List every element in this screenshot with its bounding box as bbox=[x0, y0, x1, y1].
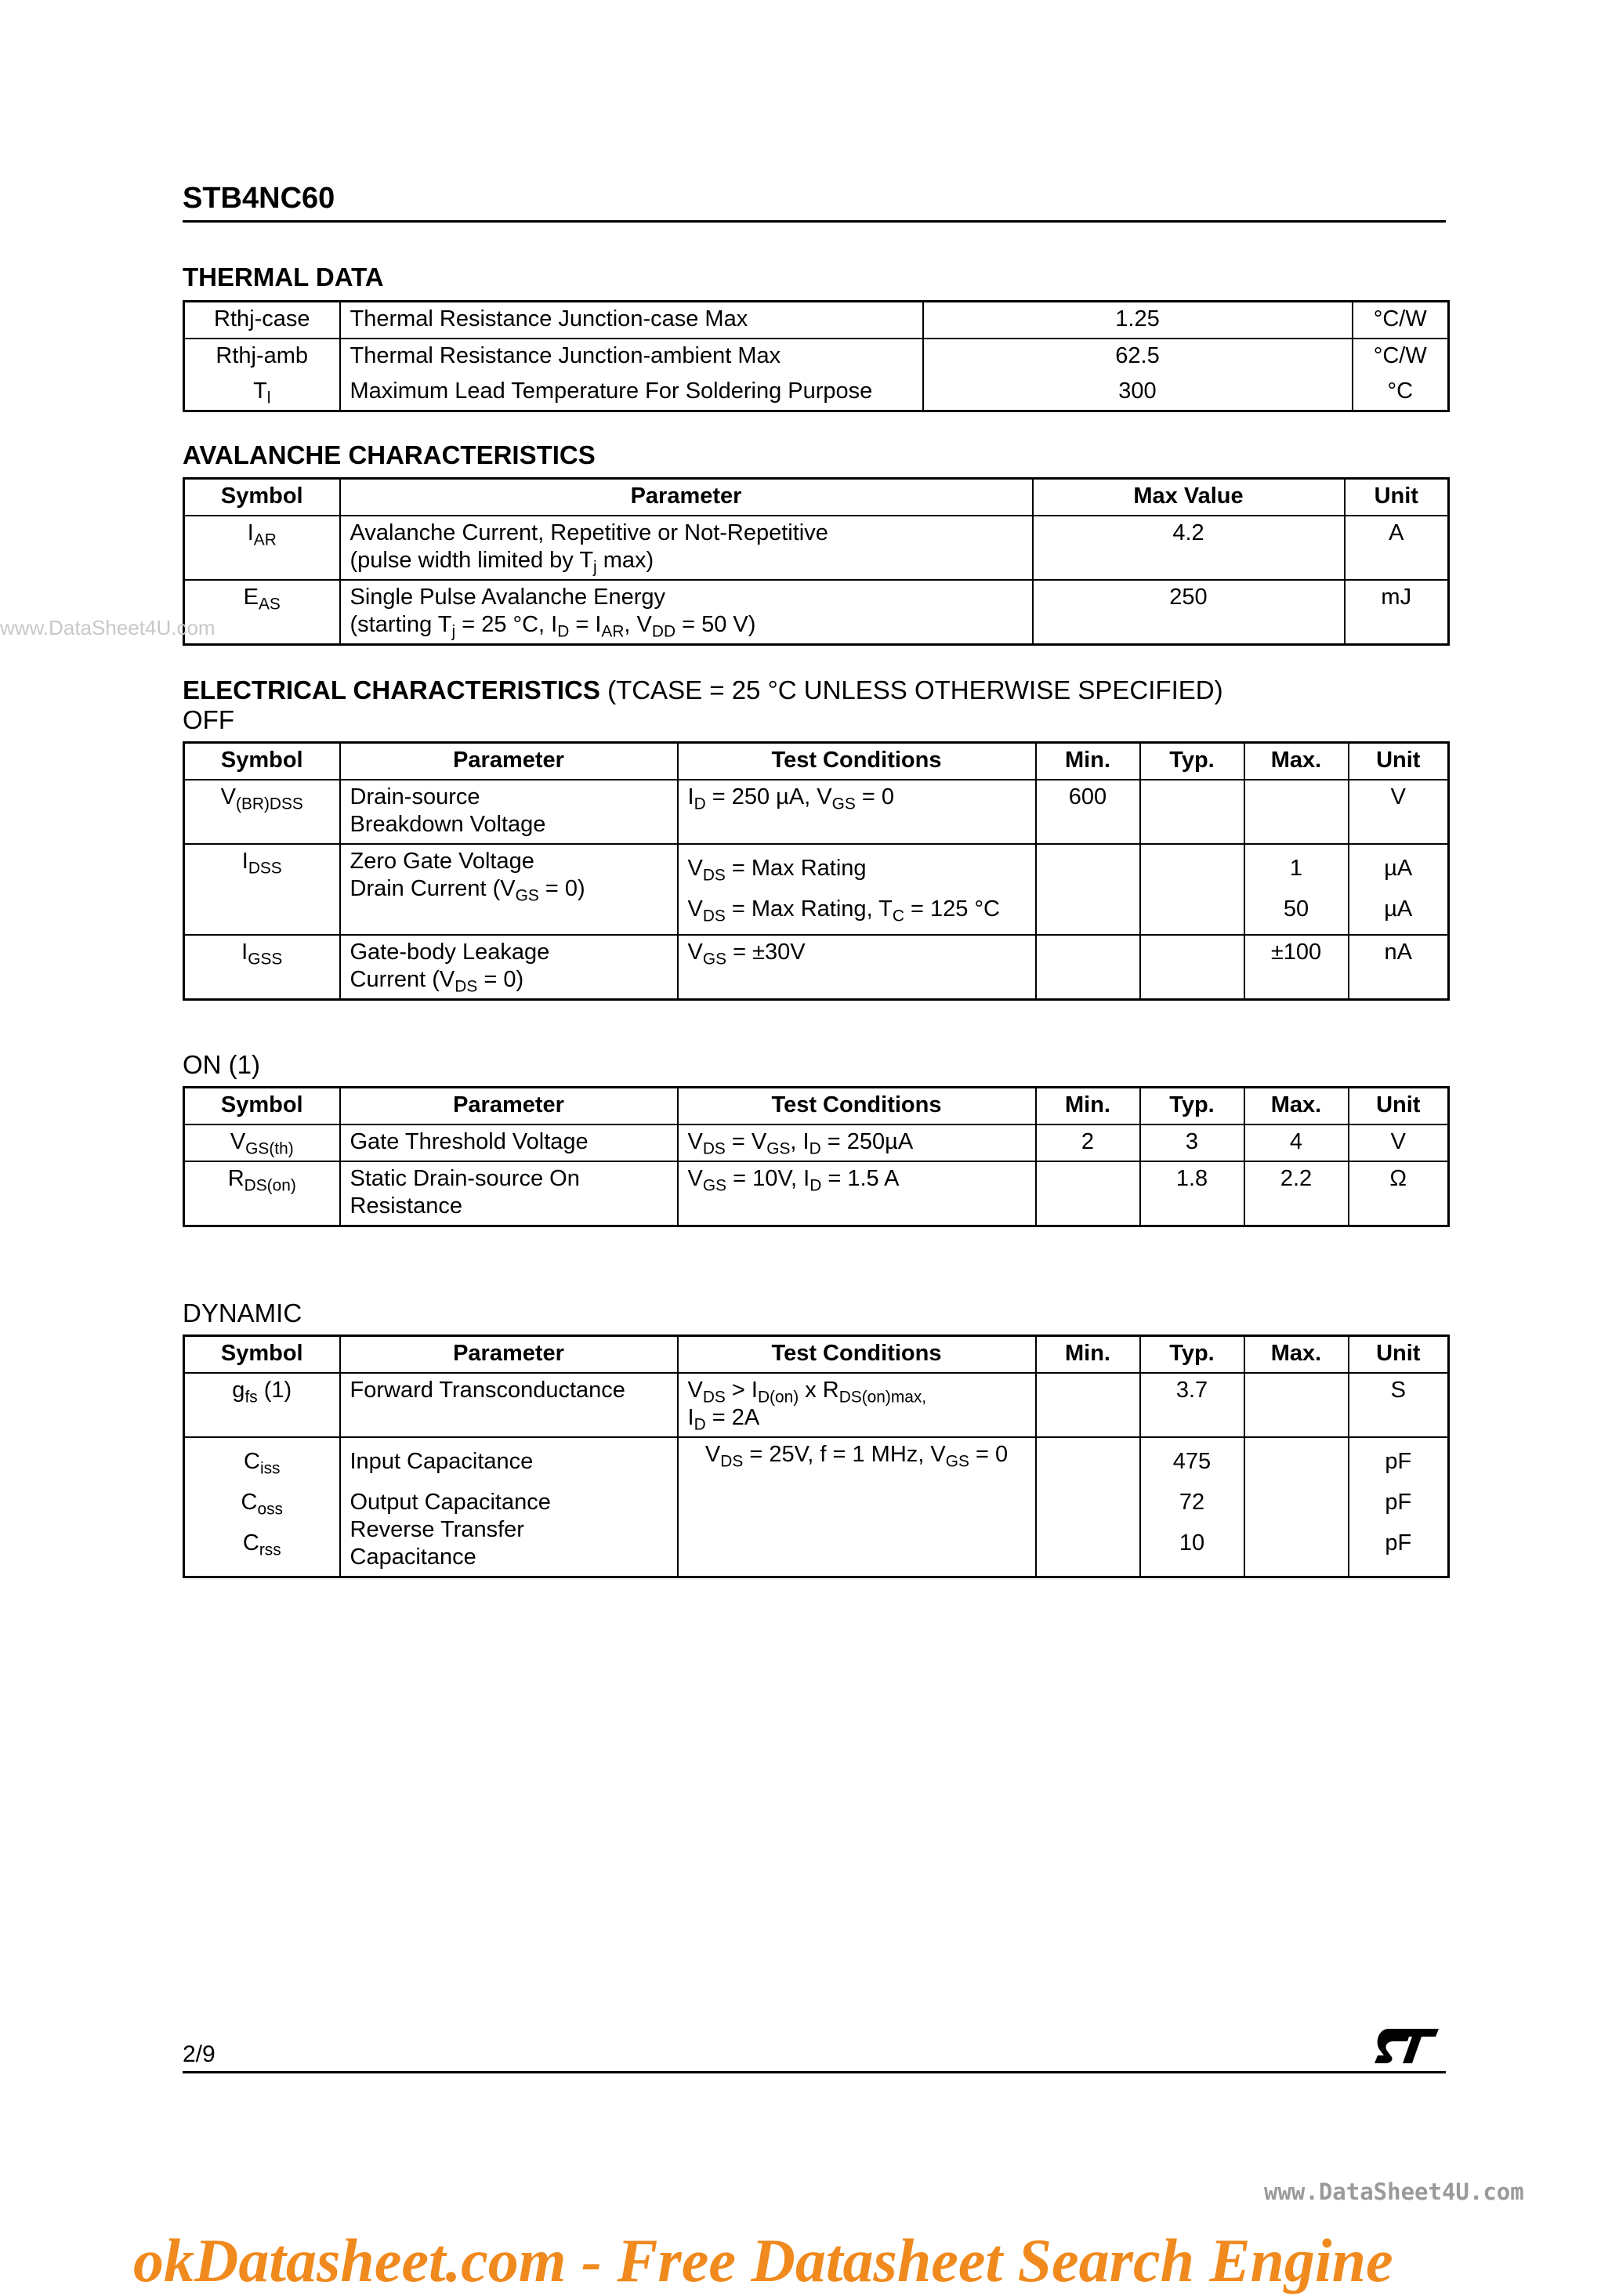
max-cell: 2.2 bbox=[1244, 1161, 1349, 1226]
column-header: Max. bbox=[1244, 1336, 1349, 1374]
parameter-cell: Input Capacitance Output Capacitance Reverse Transfer Capacitance bbox=[340, 1437, 678, 1577]
min-cell bbox=[1036, 844, 1140, 935]
column-header: Typ. bbox=[1140, 743, 1244, 780]
table-row bbox=[184, 1437, 1449, 1577]
column-header: Max. bbox=[1244, 1088, 1349, 1125]
footer-banner: okDatasheet.com - Free Datasheet Search Engine bbox=[133, 2226, 1393, 2294]
column-header: Test Conditions bbox=[678, 1336, 1036, 1374]
typ-cell: 3.7 bbox=[1140, 1373, 1244, 1437]
unit-cell: V bbox=[1349, 780, 1449, 844]
unit-cell: Ω bbox=[1349, 1161, 1449, 1226]
symbol-cell: $R_{DS(on)}$ bbox=[184, 1161, 340, 1226]
column-header: Unit bbox=[1349, 743, 1449, 780]
column-header: Symbol bbox=[184, 1088, 340, 1125]
value-cell: 62.5 bbox=[923, 339, 1353, 375]
symbol-cell: $V_{(BR)DSS}$ bbox=[184, 780, 340, 844]
symbol-cell: $E_{AS}$ bbox=[184, 580, 340, 645]
max-cell: ±100 bbox=[1244, 935, 1349, 1000]
table-row bbox=[184, 516, 1449, 580]
column-header: Test Conditions bbox=[678, 1088, 1036, 1125]
unit-cell: °C bbox=[1353, 375, 1449, 411]
unit-cell: mJ bbox=[1345, 580, 1449, 645]
min-cell bbox=[1036, 1437, 1140, 1577]
column-header: Min. bbox=[1036, 1088, 1140, 1125]
parameter-cell: Thermal Resistance Junction-ambient Max bbox=[340, 339, 923, 375]
conditions-cell: $V_{GS} = \pm 30V$ bbox=[678, 935, 1036, 1000]
column-header: Symbol bbox=[184, 1336, 340, 1374]
column-header: Unit bbox=[1349, 1088, 1449, 1125]
max-cell: 1 50 bbox=[1244, 844, 1349, 935]
page-number: 2/9 bbox=[183, 2041, 216, 2067]
column-header: Typ. bbox=[1140, 1336, 1244, 1374]
symbol-cell: $I_{DSS}$ bbox=[184, 844, 340, 935]
table-row bbox=[184, 935, 1449, 1000]
conditions-cell: $V_{DS} = 25V$, f = 1 MHz, $V_{GS} = 0$ bbox=[678, 1437, 1036, 1577]
parameter-cell: Gate Threshold Voltage bbox=[340, 1124, 678, 1161]
value-cell: 4.2 bbox=[1033, 516, 1345, 580]
dynamic-table bbox=[183, 1335, 1450, 1578]
typ-cell: 3 bbox=[1140, 1124, 1244, 1161]
min-cell bbox=[1036, 1373, 1140, 1437]
table-header-row bbox=[184, 743, 1449, 780]
parameter-cell: Single Pulse Avalanche Energy (starting $T_j = 25$ °C, $I_D = I_{AR}$, $V_{DD} = 50$ V) bbox=[340, 580, 1033, 645]
conditions-cell: $V_{DS} = V_{GS}$, $I_D = 250\mu A$ bbox=[678, 1124, 1036, 1161]
parameter-cell: Gate-body Leakage Current $(V_{DS} = 0)$ bbox=[340, 935, 678, 1000]
header-rule bbox=[183, 220, 1446, 223]
table-header-row bbox=[184, 1336, 1449, 1374]
thermal-table bbox=[183, 300, 1450, 412]
table-row bbox=[184, 375, 1449, 411]
on-subsection-label: ON (1) bbox=[183, 1050, 260, 1079]
typ-cell: 475 72 10 bbox=[1140, 1437, 1244, 1577]
column-header: Min. bbox=[1036, 1336, 1140, 1374]
value-cell: 250 bbox=[1033, 580, 1345, 645]
parameter-cell: Thermal Resistance Junction-case Max bbox=[340, 302, 923, 339]
column-header: Parameter bbox=[340, 1336, 678, 1374]
value-cell: 1.25 bbox=[923, 302, 1353, 339]
column-header: Max Value bbox=[1033, 479, 1345, 516]
parameter-cell: Forward Transconductance bbox=[340, 1373, 678, 1437]
typ-cell bbox=[1140, 935, 1244, 1000]
symbol-cell: $I_{AR}$ bbox=[184, 516, 340, 580]
table-row bbox=[184, 580, 1449, 645]
table-row bbox=[184, 1161, 1449, 1226]
min-cell bbox=[1036, 1161, 1140, 1226]
column-header: Parameter bbox=[340, 479, 1033, 516]
parameter-cell: Static Drain-source On Resistance bbox=[340, 1161, 678, 1226]
footer-rule bbox=[183, 2071, 1446, 2073]
unit-cell: µA µA bbox=[1349, 844, 1449, 935]
table-header-row bbox=[184, 1088, 1449, 1125]
parameter-cell: Drain-source Breakdown Voltage bbox=[340, 780, 678, 844]
column-header: Min. bbox=[1036, 743, 1140, 780]
symbol-cell: Rthj-case bbox=[184, 302, 340, 339]
unit-cell: °C/W bbox=[1353, 339, 1449, 375]
st-logo-icon bbox=[1373, 2026, 1440, 2072]
column-header: Typ. bbox=[1140, 1088, 1244, 1125]
thermal-section-title: THERMAL DATA bbox=[183, 263, 384, 292]
parameter-cell: Avalanche Current, Repetitive or Not-Repetitive (pulse width limited by $T_j$ max) bbox=[340, 516, 1033, 580]
symbol-cell: $C_{iss}$ $C_{oss}$ $C_{rss}$ bbox=[184, 1437, 340, 1577]
table-row bbox=[184, 339, 1449, 375]
dynamic-subsection-label: DYNAMIC bbox=[183, 1298, 302, 1327]
off-table bbox=[183, 741, 1450, 1001]
symbol-cell: Rthj-amb bbox=[184, 339, 340, 375]
table-row bbox=[184, 780, 1449, 844]
conditions-cell: $V_{GS} = 10V$, $I_D = 1.5$ A bbox=[678, 1161, 1036, 1226]
typ-cell: 1.8 bbox=[1140, 1161, 1244, 1226]
table-row bbox=[184, 1124, 1449, 1161]
typ-cell bbox=[1140, 844, 1244, 935]
unit-cell: A bbox=[1345, 516, 1449, 580]
column-header: Unit bbox=[1349, 1336, 1449, 1374]
on-table bbox=[183, 1086, 1450, 1227]
off-subsection-label: OFF bbox=[183, 705, 234, 734]
unit-cell: S bbox=[1349, 1373, 1449, 1437]
symbol-cell: $g_{fs}$ (1) bbox=[184, 1373, 340, 1437]
column-header: Symbol bbox=[184, 479, 340, 516]
part-number-title: STB4NC60 bbox=[183, 182, 335, 215]
electrical-section-title: ELECTRICAL CHARACTERISTICS (TCASE = 25 °C UNLESS OTHERWISE SPECIFIED) bbox=[183, 675, 1223, 704]
column-header: Unit bbox=[1345, 479, 1449, 516]
min-cell: 600 bbox=[1036, 780, 1140, 844]
symbol-cell: $V_{GS(th)}$ bbox=[184, 1124, 340, 1161]
value-cell: 300 bbox=[923, 375, 1353, 411]
column-header: Symbol bbox=[184, 743, 340, 780]
min-cell: 2 bbox=[1036, 1124, 1140, 1161]
parameter-cell: Maximum Lead Temperature For Soldering Purpose bbox=[340, 375, 923, 411]
symbol-cell: $T_l$ bbox=[184, 375, 340, 411]
unit-cell: pF pF pF bbox=[1349, 1437, 1449, 1577]
typ-cell bbox=[1140, 780, 1244, 844]
column-header: Parameter bbox=[340, 1088, 678, 1125]
max-cell: 4 bbox=[1244, 1124, 1349, 1161]
max-cell bbox=[1244, 1373, 1349, 1437]
conditions-cell: $V_{DS} > I_{D(on)}$ x $R_{DS(on)max,}$ $I_D = 2A$ bbox=[678, 1373, 1036, 1437]
watermark-text: www.DataSheet4U.com bbox=[0, 616, 216, 639]
unit-cell: nA bbox=[1349, 935, 1449, 1000]
column-header: Max. bbox=[1244, 743, 1349, 780]
table-row bbox=[184, 302, 1449, 339]
min-cell bbox=[1036, 935, 1140, 1000]
table-row bbox=[184, 1373, 1449, 1437]
avalanche-table bbox=[183, 477, 1450, 646]
max-cell bbox=[1244, 1437, 1349, 1577]
unit-cell: °C/W bbox=[1353, 302, 1449, 339]
table-row bbox=[184, 844, 1449, 935]
avalanche-section-title: AVALANCHE CHARACTERISTICS bbox=[183, 440, 596, 469]
symbol-cell: $I_{GSS}$ bbox=[184, 935, 340, 1000]
conditions-cell: $I_D = 250$ µA, $V_{GS} = 0$ bbox=[678, 780, 1036, 844]
column-header: Parameter bbox=[340, 743, 678, 780]
max-cell bbox=[1244, 780, 1349, 844]
conditions-cell: $V_{DS}$ = Max Rating $V_{DS}$ = Max Rating, $T_C = 125$ °C bbox=[678, 844, 1036, 935]
parameter-cell: Zero Gate Voltage Drain Current $(V_{GS} = 0)$ bbox=[340, 844, 678, 935]
unit-cell: V bbox=[1349, 1124, 1449, 1161]
table-header-row bbox=[184, 479, 1449, 516]
column-header: Test Conditions bbox=[678, 743, 1036, 780]
watermark-text: www.DataSheet4U.com bbox=[1264, 2178, 1524, 2205]
